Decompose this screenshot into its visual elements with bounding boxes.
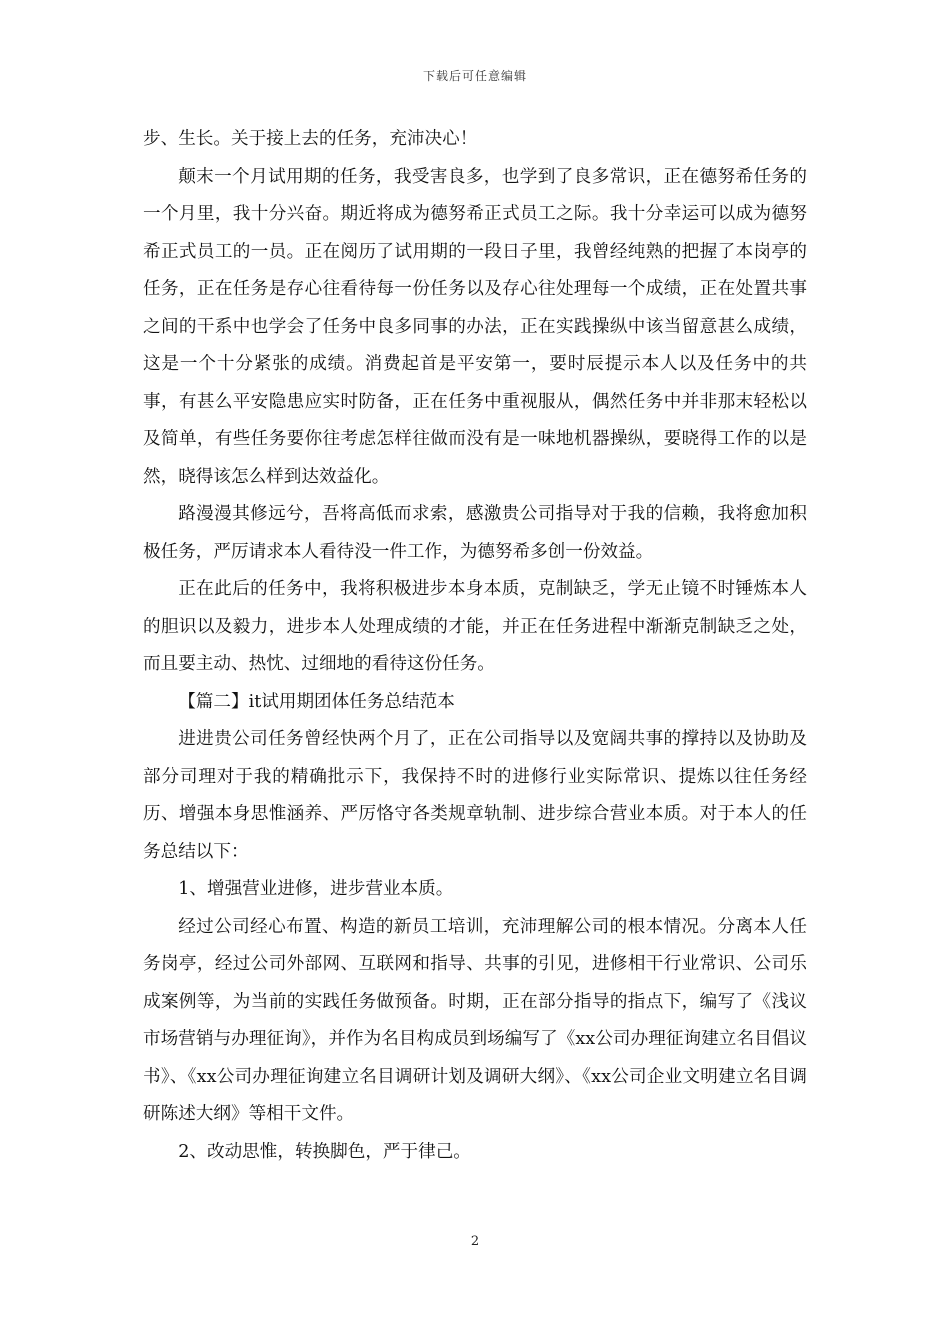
paragraph: 正在此后的任务中，我将积极进步本身本质，克制缺乏，学无止镜不时锤炼本人的胆识以及毅力，进步本人处理成绩的才能，并正在任务进程中渐渐克制缺乏之处，而且要主动、热忱、过细地的看待这份任务。	[143, 579, 807, 674]
document-body	[143, 121, 807, 1171]
page-number: 2	[470, 1234, 480, 1249]
paragraph: 路漫漫其修远兮，吾将高低而求索，感激贵公司指导对于我的信赖，我将愈加积极任务，严厉请求本人看待没一件工作，为德努希多创一份效益。	[143, 504, 807, 562]
paragraph: 颠末一个月试用期的任务，我受害良多，也学到了良多常识，正在德努希任务的一个月里，我十分兴奋。期近将成为德努希正式员工之际。我十分幸运可以成为德努希正式员工的一员。正在阅历了试用期的一段日子里，我曾经纯熟的把握了本岗亭的任务，正在任务是存心往看待每一份任务以及存心往处理每一个成绩，正在处置共事之间的干系中也学会了任务中良多同事的办法，正在实践操纵中该当留意甚么成绩，这是一个十分紧张的成绩。消费起首是平安第一，要时辰提示本人以及任务中的共事，有甚么平安隐患应实时防备，正在任务中重视服从，偶然任务中并非那末轻松以及简单，有些任务要你往考虑怎样往做而没有是一味地机器操纵，要晓得工作的以是然，晓得该怎么样到达效益化。	[143, 166, 807, 487]
section-heading: 【篇二】it试用期团体任务总结范本	[178, 691, 455, 712]
list-item-heading: 1、增强营业进修，进步营业本质。	[178, 879, 454, 899]
paragraph: 经过公司经心布置、构造的新员工培训，充沛理解公司的根本情况。分离本人任务岗亭，经过公司外部网、互联网和指导、共事的引见，进修相干行业常识、公司乐成案例等，为当前的实践任务做预备。时期，正在部分指导的指点下，编写了《浅议市场营销与办理征询》，并作为名目构成员到场编写了《xx公司办理征询建立名目倡议书》、《xx公司办理征询建立名目调研计划及调研大纲》、《xx公司企业文明建立名目调研陈述大纲》等相干文件。	[143, 916, 807, 1124]
paragraph: 步、生长。关于接上去的任务，充沛决心！	[143, 129, 478, 149]
paragraph: 进进贵公司任务曾经快两个月了，正在公司指导以及宽阔共事的撑持以及协助及部分司理对于我的精确批示下，我保持不时的进修行业实际常识、提炼以往任务经历、增强本身思惟涵养、严厉恪守各类规章轨制、进步综合营业本质。对于本人的任务总结以下：	[143, 729, 807, 862]
list-item-heading: 2、改动思惟，转换脚色，严于律己。	[178, 1141, 471, 1162]
page-header: 下载后可任意编辑	[422, 69, 527, 83]
